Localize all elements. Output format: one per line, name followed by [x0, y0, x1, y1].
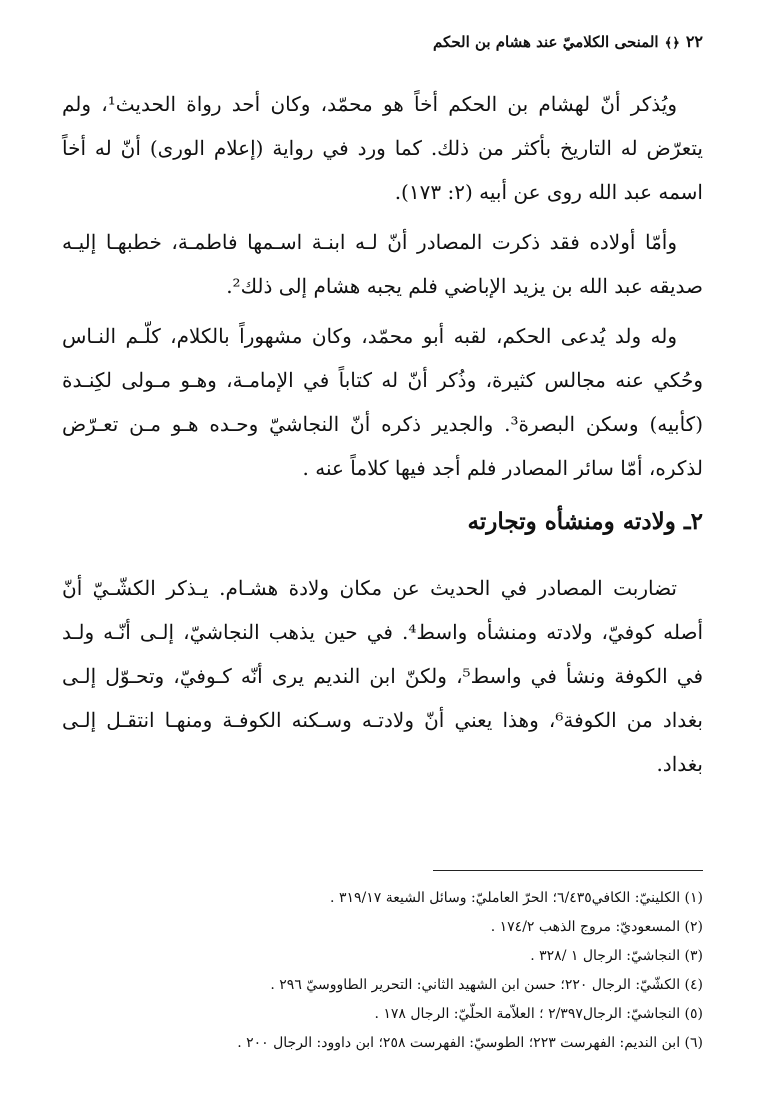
section-heading: ٢ـ ولادته ومنشأه وتجارته [467, 508, 703, 535]
section-paragraph: تضاربت المصادر في الحديث عن مكان ولادة هشـام. يـذكر الكشّـيّ أنّ أصله كوفيّ، ولادته ومنشأه واسط⁴. في حين يذهب النجاشيّ، إلـى أنّـه ولـد في الكوفة ونشأ في واسط⁵، ولكنّ ابن النديم يرى أنّه كـوفيّ، وتحـوّل إلـى بغداد من الكوفة⁶، وهذا يعني أنّ ولادتـه وسـكنه الكوفـة ومنهـا انتقـل إلـى بغداد. [62, 576, 704, 776]
paragraph-3: وله ولد يُدعى الحكم، لقبه أبو محمّد، وكان مشهوراً بالكلام، كلّـم النـاس وحُكي عنه مجالس كثيرة، وذُكر أنّ له كتاباً في الإمامـة، وهـو مـولى لكِنـدة (كأبيه) وسكن البصرة³. والجدير ذكره أنّ النجاشيّ وحـده هـو مـن تعـرّض لذكره، أمّا سائر المصادر فلم أجد فيها كلاماً عنه . [62, 324, 703, 480]
footnote-divider [433, 870, 703, 871]
footnote-5: (٥) النجاشيّ: الرجال٢/٣٩٧ ؛ العلاّمة الحلّيّ: الرجال ١٧٨ . [374, 1006, 703, 1022]
footnote-4: (٤) الكشّيّ: الرجال ٢٢٠؛ حسن ابن الشهيد الثاني: التحرير الطاووسيّ ٢٩٦ . [270, 977, 703, 993]
paragraph-2: وأمّا أولاده فقد ذكرت المصادر أنّ لـه ابنـة اسـمها فاطمـة، خطبهـا إليـه صديقه عبد الله بن يزيد الإباضي فلم يجبه هشام إلى ذلك². [62, 230, 703, 298]
section-body [62, 566, 703, 786]
footnote-1: (١) الكلينيّ: الكافي٦/٤٣٥؛ الحرّ العامليّ: وسائل الشيعة ٣١٩/١٧ . [330, 890, 703, 906]
running-head [60, 32, 703, 51]
running-title: المنحى الكلاميّ عند هشام بن الحكم [433, 33, 659, 51]
footnotes [60, 884, 703, 1058]
ornament: ﴿﴾ [664, 36, 680, 51]
footnote-6: (٦) ابن النديم: الفهرست ٢٢٣؛ الطوسيّ: الفهرست ٢٥٨؛ ابن داوود: الرجال ٢٠٠ . [237, 1035, 703, 1051]
footnote-2: (٢) المسعوديّ: مروج الذهب ١٧٤/٢ . [490, 919, 703, 935]
page-number: ٢٢ [685, 32, 703, 51]
footnote-3: (٣) النجاشيّ: الرجال ١ /٣٢٨ . [530, 948, 703, 964]
paragraph-1: ويُذكر أنّ لهشام بن الحكم أخاً هو محمّد، وكان أحد رواة الحديث¹، ولم يتعرّض له التاريخ بأكثر من ذلك. كما ورد في رواية (إعلام الورى) أنّ له أخاً اسمه عبد الله روى عن أبيه (٢: ١٧٣). [62, 92, 703, 204]
body-text [62, 82, 703, 496]
